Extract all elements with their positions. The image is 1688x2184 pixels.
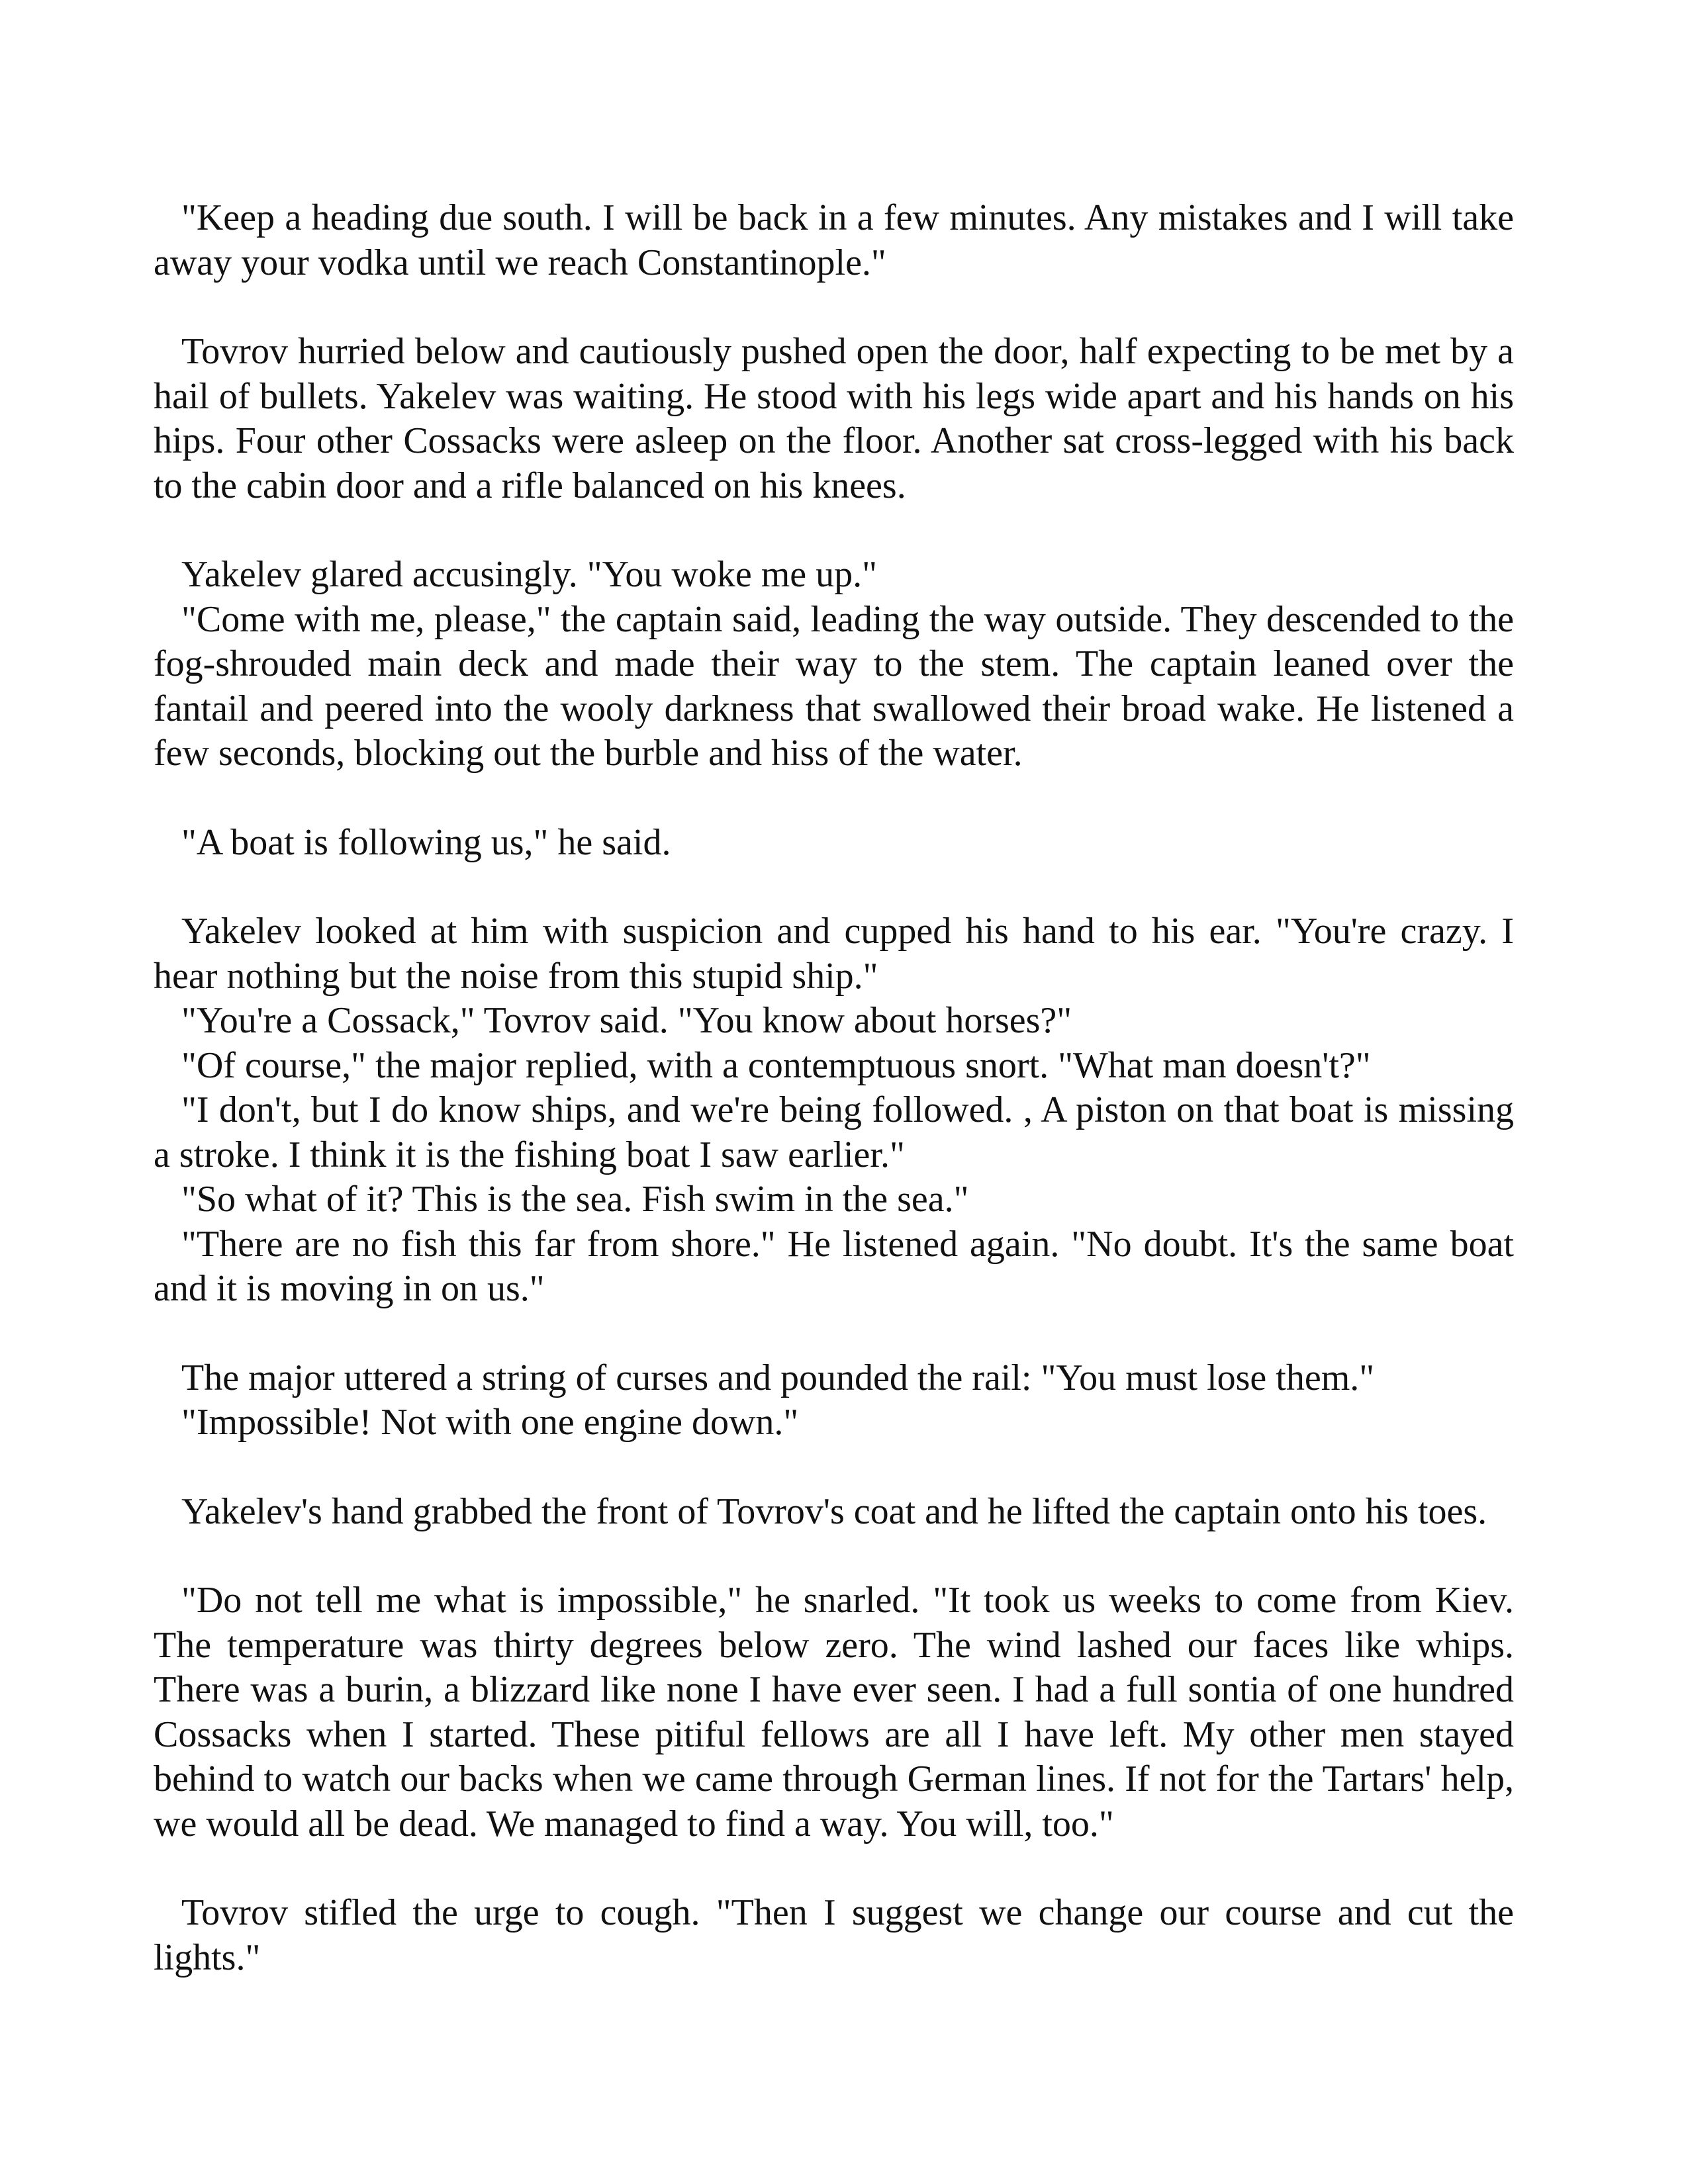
paragraph: Yakelev glared accusingly. "You woke me up." (181, 554, 877, 595)
paragraph: Yakelev's hand grabbed the front of Tovrov's coat and he lifted the captain onto his toes. (181, 1490, 1487, 1532)
paragraph: "Do not tell me what is impossible," he snarled. "It took us weeks to come from Kiev. The temperature was thirty degrees below zero. The wind lashed our faces like whips. There was a burin, a blizzard like none I have ever seen. I had a full sontia of one hundred Cossacks when I started. These pitiful fellows are all I have left. My other men stayed behind to watch our backs when we came through German lines. If not for the Tartars' help, we would all be dead. We managed to find a way. You will, too." (154, 1580, 1514, 1844)
paragraph: "Impossible! Not with one engine down." (181, 1402, 799, 1443)
paragraph: "Come with me, please," the captain said, leading the way outside. They descended to the fog-shrouded main deck and made their way to the stem. The captain leaned over the fantail and peered into the wooly darkness that swallowed their broad wake. He listened a few seconds, blocking out the burble and hiss of the water. (154, 598, 1514, 774)
paragraph: Yakelev looked at him with suspicion and cupped his hand to his ear. "You're crazy. I hear nothing but the noise from this stupid ship." (154, 911, 1514, 997)
paragraph: Tovrov stifled the urge to cough. "Then I suggest we change our course and cut the lights." (154, 1892, 1514, 1978)
paragraph: "I don't, but I do know ships, and we're being followed. , A piston on that boat is missing a stroke. I think it is the fishing boat I saw earlier." (154, 1089, 1514, 1175)
paragraph: "Keep a heading due south. I will be back in a few minutes. Any mistakes and I will take away your vodka until we reach Constantinople." (154, 197, 1514, 283)
paragraph: "A boat is following us," he said. (181, 821, 671, 863)
paragraph: "Of course," the major replied, with a contemptuous snort. "What man doesn't?" (181, 1044, 1371, 1086)
paragraph: "You're a Cossack," Tovrov said. "You know about horses?" (181, 1000, 1072, 1041)
paragraph: The major uttered a string of curses and pounded the rail: "You must lose them." (181, 1357, 1375, 1398)
paragraph: "So what of it? This is the sea. Fish swim in the sea." (181, 1179, 969, 1220)
page-body (154, 196, 1514, 1980)
paragraph: "There are no fish this far from shore." He listened again. "No doubt. It's the same boat and it is moving in on us." (154, 1223, 1514, 1309)
paragraph: Tovrov hurried below and cautiously pushed open the door, half expecting to be met by a hail of bullets. Yakelev was waiting. He stood with his legs wide apart and his hands on his hips. Four other Cossacks were asleep on the floor. Another sat cross-legged with his back to the cabin door and a rifle balanced on his knees. (154, 331, 1514, 506)
